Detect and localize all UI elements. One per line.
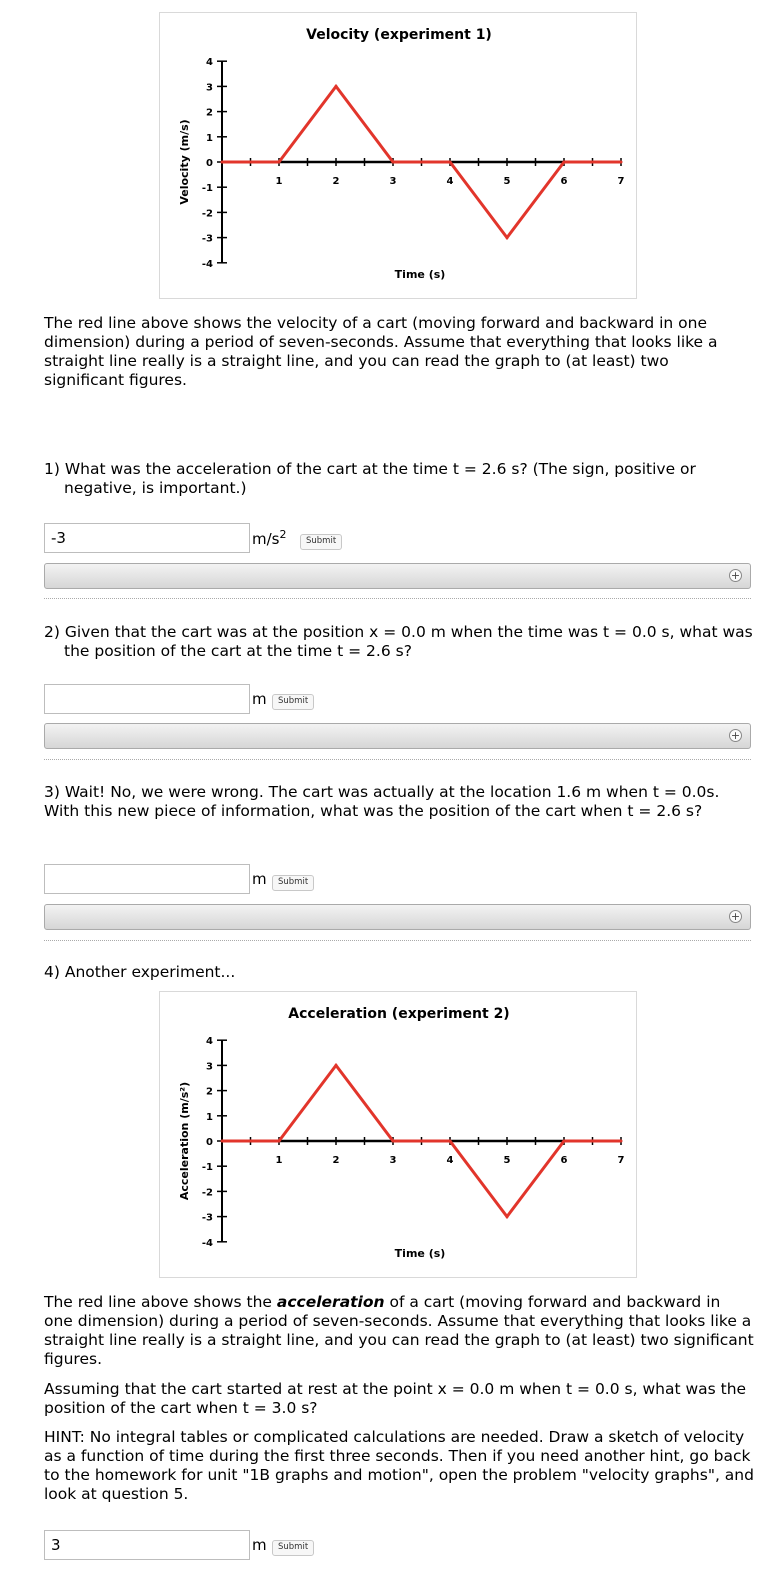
q4-hint-text: HINT: No integral tables or complicated calculations are needed. Draw a sketch of velocity as a function of time during the first three seconds. Then if you need another hint, go back to the homework for unit "1B graphs and motion", open the problem "velocity graphs", and look at question 5. — [44, 1428, 754, 1503]
y-tick-label: 1 — [206, 132, 213, 144]
data-point — [506, 236, 509, 239]
q4-unit: m — [252, 1536, 267, 1554]
q4-question: Assuming that the cart started at rest at the point x = 0.0 m when t = 0.0 s, what was the position of the cart when t = 3.0 s? — [44, 1380, 747, 1417]
y-tick-label: -3 — [201, 233, 213, 245]
y-tick-label: -2 — [201, 208, 213, 220]
y-tick-label: -4 — [201, 258, 213, 270]
x-tick-label: 2 — [332, 1155, 340, 1166]
y-tick-label: 0 — [206, 1137, 213, 1148]
data-point — [563, 161, 566, 164]
expand-plus-icon[interactable]: + — [730, 569, 741, 582]
y-axis-title: Velocity (m/s) — [178, 119, 191, 205]
data-point — [620, 161, 623, 164]
q3-unit: m — [252, 870, 267, 888]
q3-answer-input[interactable] — [44, 864, 250, 894]
y-tick-label: 4 — [206, 57, 213, 69]
q2-submit-button[interactable]: Submit — [272, 694, 314, 710]
q4-answer-input[interactable] — [44, 1530, 250, 1560]
data-point — [620, 1140, 623, 1143]
y-tick-label: -3 — [201, 1212, 213, 1224]
y-axis-title: Acceleration (m/s²) — [178, 1081, 191, 1201]
y-tick-label: 1 — [206, 1111, 213, 1123]
velocity-chart — [159, 12, 637, 299]
chart-title: Velocity (experiment 1) — [306, 27, 492, 43]
y-tick-label: -4 — [201, 1237, 213, 1249]
data-point — [335, 1064, 338, 1067]
question-4-text: 4) Another experiment... — [44, 963, 236, 981]
intro-text: The red line above shows the velocity of a cart (moving forward and backward in one dimension) during a period of seven-seconds. Assume that everything that looks like a straight line really is a straight line, and you can read the graph to (at least) two significant figures. — [44, 314, 718, 389]
expand-plus-icon[interactable]: + — [730, 910, 741, 923]
data-point — [335, 85, 338, 88]
x-tick-label: 3 — [389, 176, 397, 187]
x-tick-label: 1 — [275, 1155, 283, 1166]
x-tick-label: 5 — [503, 1155, 511, 1166]
q1-submit-button[interactable]: Submit — [300, 534, 342, 550]
data-point — [449, 1140, 452, 1143]
x-tick-label: 4 — [446, 176, 454, 187]
divider — [44, 598, 751, 599]
x-tick-label: 5 — [503, 176, 511, 187]
y-tick-label: -1 — [201, 1162, 213, 1174]
y-tick-label: 0 — [206, 158, 213, 169]
x-tick-label: 1 — [275, 176, 283, 187]
q4-submit-button[interactable]: Submit — [272, 1540, 314, 1556]
data-point — [278, 1140, 281, 1143]
q2-answer-input[interactable] — [44, 684, 250, 714]
x-axis-title: Time (s) — [394, 1247, 446, 1260]
acceleration-chart — [159, 991, 637, 1278]
acceleration-chart-svg — [160, 992, 638, 1279]
y-tick-label: 4 — [206, 1036, 213, 1048]
x-tick-label: 6 — [560, 176, 568, 187]
divider — [44, 940, 751, 941]
q3-hint-bar[interactable] — [44, 904, 751, 930]
data-point — [221, 1140, 224, 1143]
x-tick-label: 2 — [332, 176, 340, 187]
x-axis-title: Time (s) — [394, 268, 446, 281]
q1-unit: $m/s^2$ — [252, 528, 287, 548]
question-1-text: 1) What was the acceleration of the cart at the time t = 2.6 s? (The sign, positive or negative, is important.) — [44, 460, 696, 497]
data-point — [392, 161, 395, 164]
question-2-text: 2) Given that the cart was at the position x = 0.0 m when the time was t = 0.0 s, what was the position of the cart at the time t = 2.6 s? — [44, 623, 753, 660]
y-tick-label: 2 — [206, 1086, 213, 1098]
x-tick-label: 7 — [617, 1155, 625, 1166]
q1-answer-input[interactable] — [44, 523, 250, 553]
velocity-chart-svg — [160, 13, 638, 300]
q3-submit-button[interactable]: Submit — [272, 875, 314, 891]
q4-description: The red line above shows the acceleration of a cart (moving forward and backward in one dimension) during a period of seven-seconds. Assume that everything that looks like a straight line really is a straight line, and you can read the graph to (at least) two significant figures. — [44, 1293, 754, 1368]
y-tick-label: 3 — [206, 1061, 213, 1073]
divider — [44, 759, 751, 760]
q2-hint-bar[interactable] — [44, 723, 751, 749]
data-point — [278, 161, 281, 164]
x-tick-label: 6 — [560, 1155, 568, 1166]
q2-unit: m — [252, 690, 267, 708]
y-tick-label: -1 — [201, 183, 213, 195]
data-point — [506, 1215, 509, 1218]
x-tick-label: 3 — [389, 1155, 397, 1166]
y-tick-label: 3 — [206, 82, 213, 94]
y-tick-label: 2 — [206, 107, 213, 119]
data-point — [449, 161, 452, 164]
data-point — [392, 1140, 395, 1143]
x-tick-label: 4 — [446, 1155, 454, 1166]
y-tick-label: -2 — [201, 1187, 213, 1199]
data-point — [563, 1140, 566, 1143]
data-point — [221, 161, 224, 164]
x-tick-label: 7 — [617, 176, 625, 187]
chart-title: Acceleration (experiment 2) — [288, 1006, 510, 1022]
q1-hint-bar[interactable] — [44, 563, 751, 589]
question-3-text: 3) Wait! No, we were wrong. The cart was actually at the location 1.6 m when t = 0.0s. With this new piece of information, what was the position of the cart when t = 2.6 s? — [44, 783, 720, 820]
expand-plus-icon[interactable]: + — [730, 729, 741, 742]
